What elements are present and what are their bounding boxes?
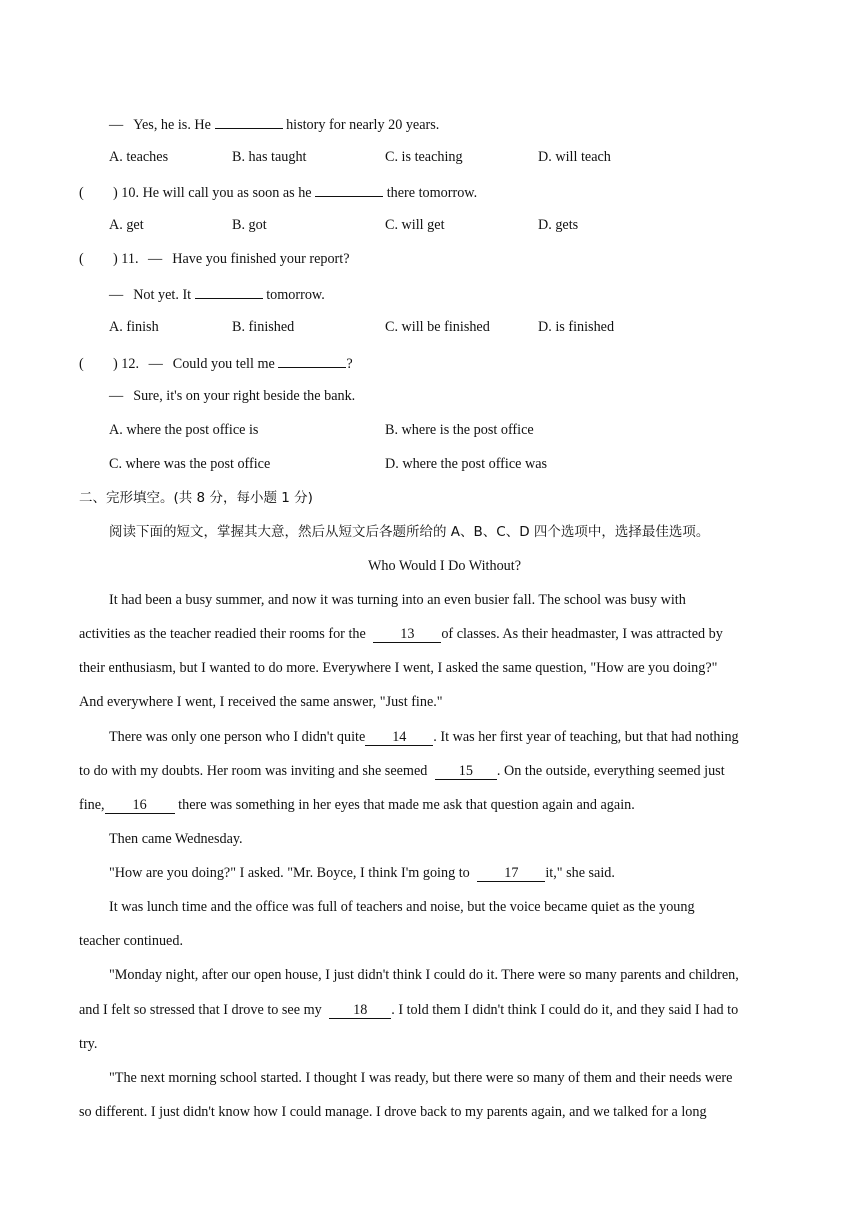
answer-paren-open[interactable]: ( (79, 251, 84, 267)
q10-question (79, 182, 477, 202)
q11-number: 11. (121, 251, 139, 267)
passage-line: so different. I just didn't know how I could manage. I drove back to my parents again, and we talked for a long (79, 1104, 707, 1120)
q12-stem-end: ? (346, 356, 353, 372)
q9-option-a[interactable]: A. teaches (109, 149, 169, 165)
q12-stem: Could you tell me (172, 356, 275, 372)
blank-14[interactable]: 14 (365, 729, 433, 746)
q12-blank[interactable] (278, 353, 346, 368)
q11-blank[interactable] (195, 284, 263, 299)
q9-answer-line (109, 114, 439, 134)
answer-paren-open[interactable]: ( (79, 356, 84, 372)
q12-option-c[interactable]: C. where was the post office (109, 456, 271, 472)
answer-paren-close: ) (113, 251, 118, 267)
passage-text: fine, (79, 797, 105, 813)
dialogue-dash: — (148, 251, 163, 267)
section-instruction: 阅读下面的短文，掌握其大意，然后从短文后各题所给的 A、B、C、D 四个选项中，选择最佳选项。 (109, 524, 710, 540)
dialogue-dash: — (109, 287, 124, 303)
answer-paren-close: ) (113, 185, 118, 201)
passage-text: and I felt so stressed that I drove to see my (79, 1002, 322, 1018)
q12-option-b[interactable]: B. where is the post office (385, 422, 534, 438)
passage-line: "The next morning school started. I thought I was ready, but there were so many of them and their needs were (109, 1070, 733, 1086)
passage-line (79, 1001, 738, 1019)
passage-text: . On the outside, everything seemed just (496, 763, 725, 779)
dialogue-dash: — (109, 388, 124, 404)
passage-line: "Monday night, after our open house, I just didn't think I could do it. There were so many parents and children, (109, 967, 739, 983)
q12-option-d[interactable]: D. where the post office was (385, 456, 548, 472)
blank-17[interactable]: 17 (477, 865, 545, 882)
q10-option-b[interactable]: B. got (232, 217, 267, 233)
q12-option-a[interactable]: A. where the post office is (109, 422, 259, 438)
q10-option-a[interactable]: A. get (109, 217, 144, 233)
q10-stem-post: there tomorrow. (386, 185, 478, 201)
passage-line (109, 728, 739, 746)
q12-number: 12. (121, 356, 140, 372)
section-heading: 二、完形填空。(共 8 分，每小题 1 分) (79, 490, 313, 506)
q9-option-b[interactable]: B. has taught (232, 149, 307, 165)
passage-text: activities as the teacher readied their rooms for the (79, 626, 366, 642)
blank-13[interactable]: 13 (373, 626, 441, 643)
passage-line (109, 864, 615, 882)
passage-text: . It was her first year of teaching, but that had nothing (433, 729, 739, 745)
q12-question (79, 353, 353, 373)
q11-question (79, 250, 350, 268)
q11-option-d[interactable]: D. is finished (538, 319, 615, 335)
blank-16[interactable]: 16 (105, 797, 175, 814)
answer-paren-open[interactable]: ( (79, 185, 84, 201)
passage-line (79, 762, 725, 780)
q9-option-d[interactable]: D. will teach (538, 149, 611, 165)
passage-line: teacher continued. (79, 933, 183, 949)
q9-answer-post: history for nearly 20 years. (286, 117, 440, 133)
q9-blank[interactable] (215, 114, 283, 129)
passage-line (79, 625, 723, 643)
q10-blank[interactable] (315, 182, 383, 197)
q11-option-c[interactable]: C. will be finished (385, 319, 490, 335)
blank-18[interactable]: 18 (329, 1002, 391, 1019)
passage-text: it," she said. (545, 865, 615, 881)
q12-answer-text: Sure, it's on your right beside the bank. (133, 388, 356, 404)
passage-text: of classes. As their headmaster, I was attracted by (441, 626, 723, 642)
passage-line: And everywhere I went, I received the same answer, "Just fine." (79, 694, 443, 710)
q11-stem: Have you finished your report? (172, 251, 350, 267)
passage-text: There was only one person who I didn't quite (109, 729, 366, 745)
passage-text: to do with my doubts. Her room was inviting and she seemed (79, 763, 428, 779)
q9-option-c[interactable]: C. is teaching (385, 149, 463, 165)
answer-paren-close: ) (113, 356, 118, 372)
q11-option-a[interactable]: A. finish (109, 319, 159, 335)
q12-answer-line (109, 387, 355, 405)
dialogue-dash: — (148, 356, 163, 372)
q11-option-b[interactable]: B. finished (232, 319, 295, 335)
q11-answer-post: tomorrow. (266, 287, 325, 303)
passage-title: Who Would I Do Without? (368, 558, 522, 574)
passage-line: their enthusiasm, but I wanted to do more. Everywhere I went, I asked the same question, "How are you doing?" (79, 660, 718, 676)
passage-text: "How are you doing?" I asked. "Mr. Boyce, I think I'm going to (109, 865, 470, 881)
q11-answer-line (109, 284, 325, 304)
passage-text: there was something in her eyes that made me ask that question again and again. (178, 797, 635, 813)
q11-answer-pre: Not yet. It (133, 287, 192, 303)
passage-line: try. (79, 1036, 98, 1052)
q10-stem: 10. He will call you as soon as he (121, 185, 312, 201)
q9-answer-pre: Yes, he is. He (133, 117, 211, 133)
passage-line (79, 796, 635, 814)
passage-line: It was lunch time and the office was full of teachers and noise, but the voice became quiet as the young (109, 899, 695, 915)
q10-option-c[interactable]: C. will get (385, 217, 445, 233)
passage-line: It had been a busy summer, and now it was turning into an even busier fall. The school was busy with (109, 592, 686, 608)
q10-option-d[interactable]: D. gets (538, 217, 579, 233)
dialogue-dash: — (109, 117, 124, 133)
passage-line: Then came Wednesday. (109, 831, 243, 847)
blank-15[interactable]: 15 (435, 763, 497, 780)
passage-text: . I told them I didn't think I could do it, and they said I had to (391, 1002, 739, 1018)
